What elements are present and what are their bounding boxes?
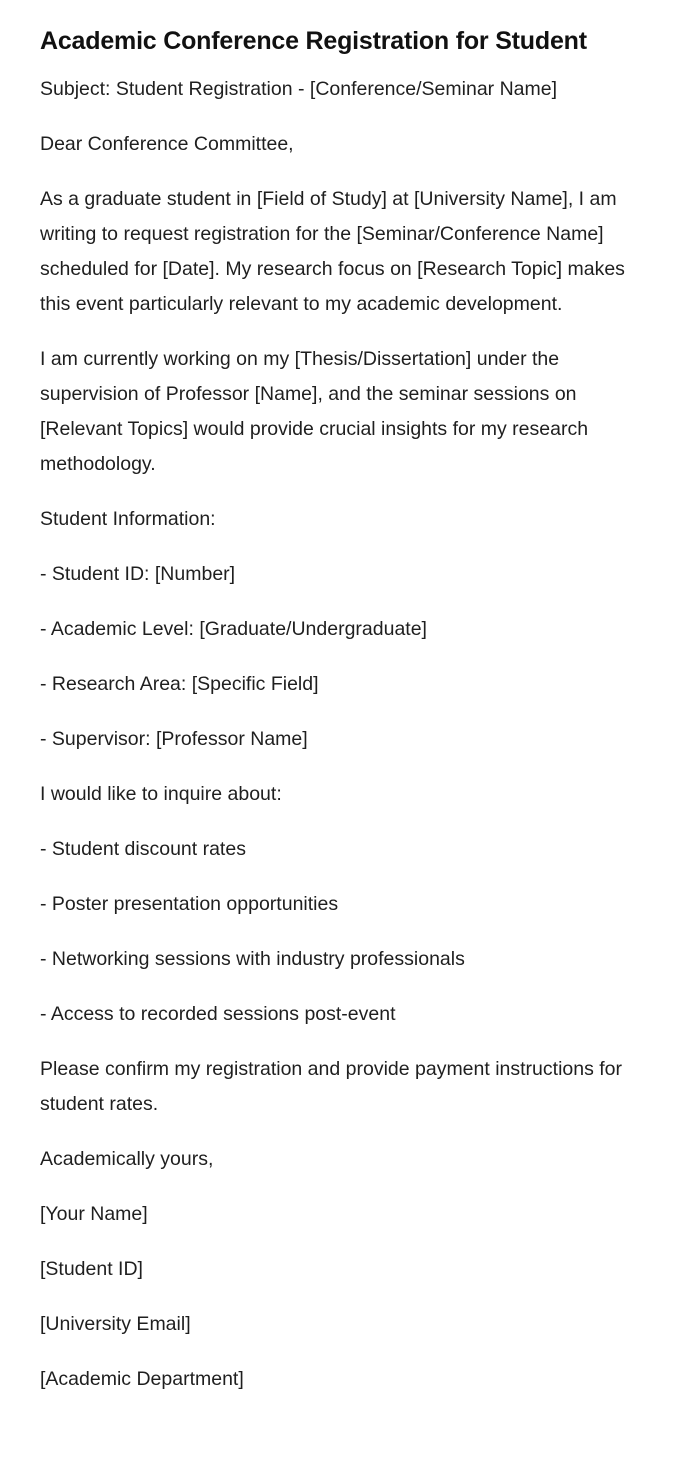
signature-email: [University Email] xyxy=(40,1313,191,1335)
inquiry-item-poster: - Poster presentation opportunities xyxy=(40,893,339,915)
inquiry-item-discount: - Student discount rates xyxy=(40,838,246,860)
salutation: Dear Conference Committee, xyxy=(40,133,294,155)
student-info-item-id: - Student ID: [Number] xyxy=(40,563,236,585)
inquiry-item-recordings: - Access to recorded sessions post-event xyxy=(40,1003,396,1025)
inquiry-heading: I would like to inquire about: xyxy=(40,783,282,805)
student-info-item-supervisor: - Supervisor: [Professor Name] xyxy=(40,728,308,750)
document-title: Academic Conference Registration for Student xyxy=(40,27,587,55)
context-paragraph: I am currently working on my [Thesis/Dissertation] under the supervision of Professor [Name], and the seminar sessions on [Relevant Topics] would provide crucial insights for my research methodology. xyxy=(40,348,594,475)
closing-request: Please confirm my registration and provide payment instructions for student rates. xyxy=(40,1058,628,1115)
student-info-heading: Student Information: xyxy=(40,508,216,530)
student-info-item-level: - Academic Level: [Graduate/Undergraduate] xyxy=(40,618,427,640)
signature-name: [Your Name] xyxy=(40,1203,148,1225)
signature-student-id: [Student ID] xyxy=(40,1258,143,1280)
inquiry-item-networking: - Networking sessions with industry professionals xyxy=(40,948,465,970)
intro-paragraph: As a graduate student in [Field of Study] at [University Name], I am writing to request registration for the [Seminar/Conference Name] scheduled for [Date]. My research focus on [Research Topic] makes this event particularly relevant to my academic development. xyxy=(40,188,631,315)
signature-department: [Academic Department] xyxy=(40,1368,244,1390)
student-info-item-area: - Research Area: [Specific Field] xyxy=(40,673,319,695)
subject-line: Subject: Student Registration - [Conference/Seminar Name] xyxy=(40,78,558,100)
sign-off: Academically yours, xyxy=(40,1148,214,1170)
